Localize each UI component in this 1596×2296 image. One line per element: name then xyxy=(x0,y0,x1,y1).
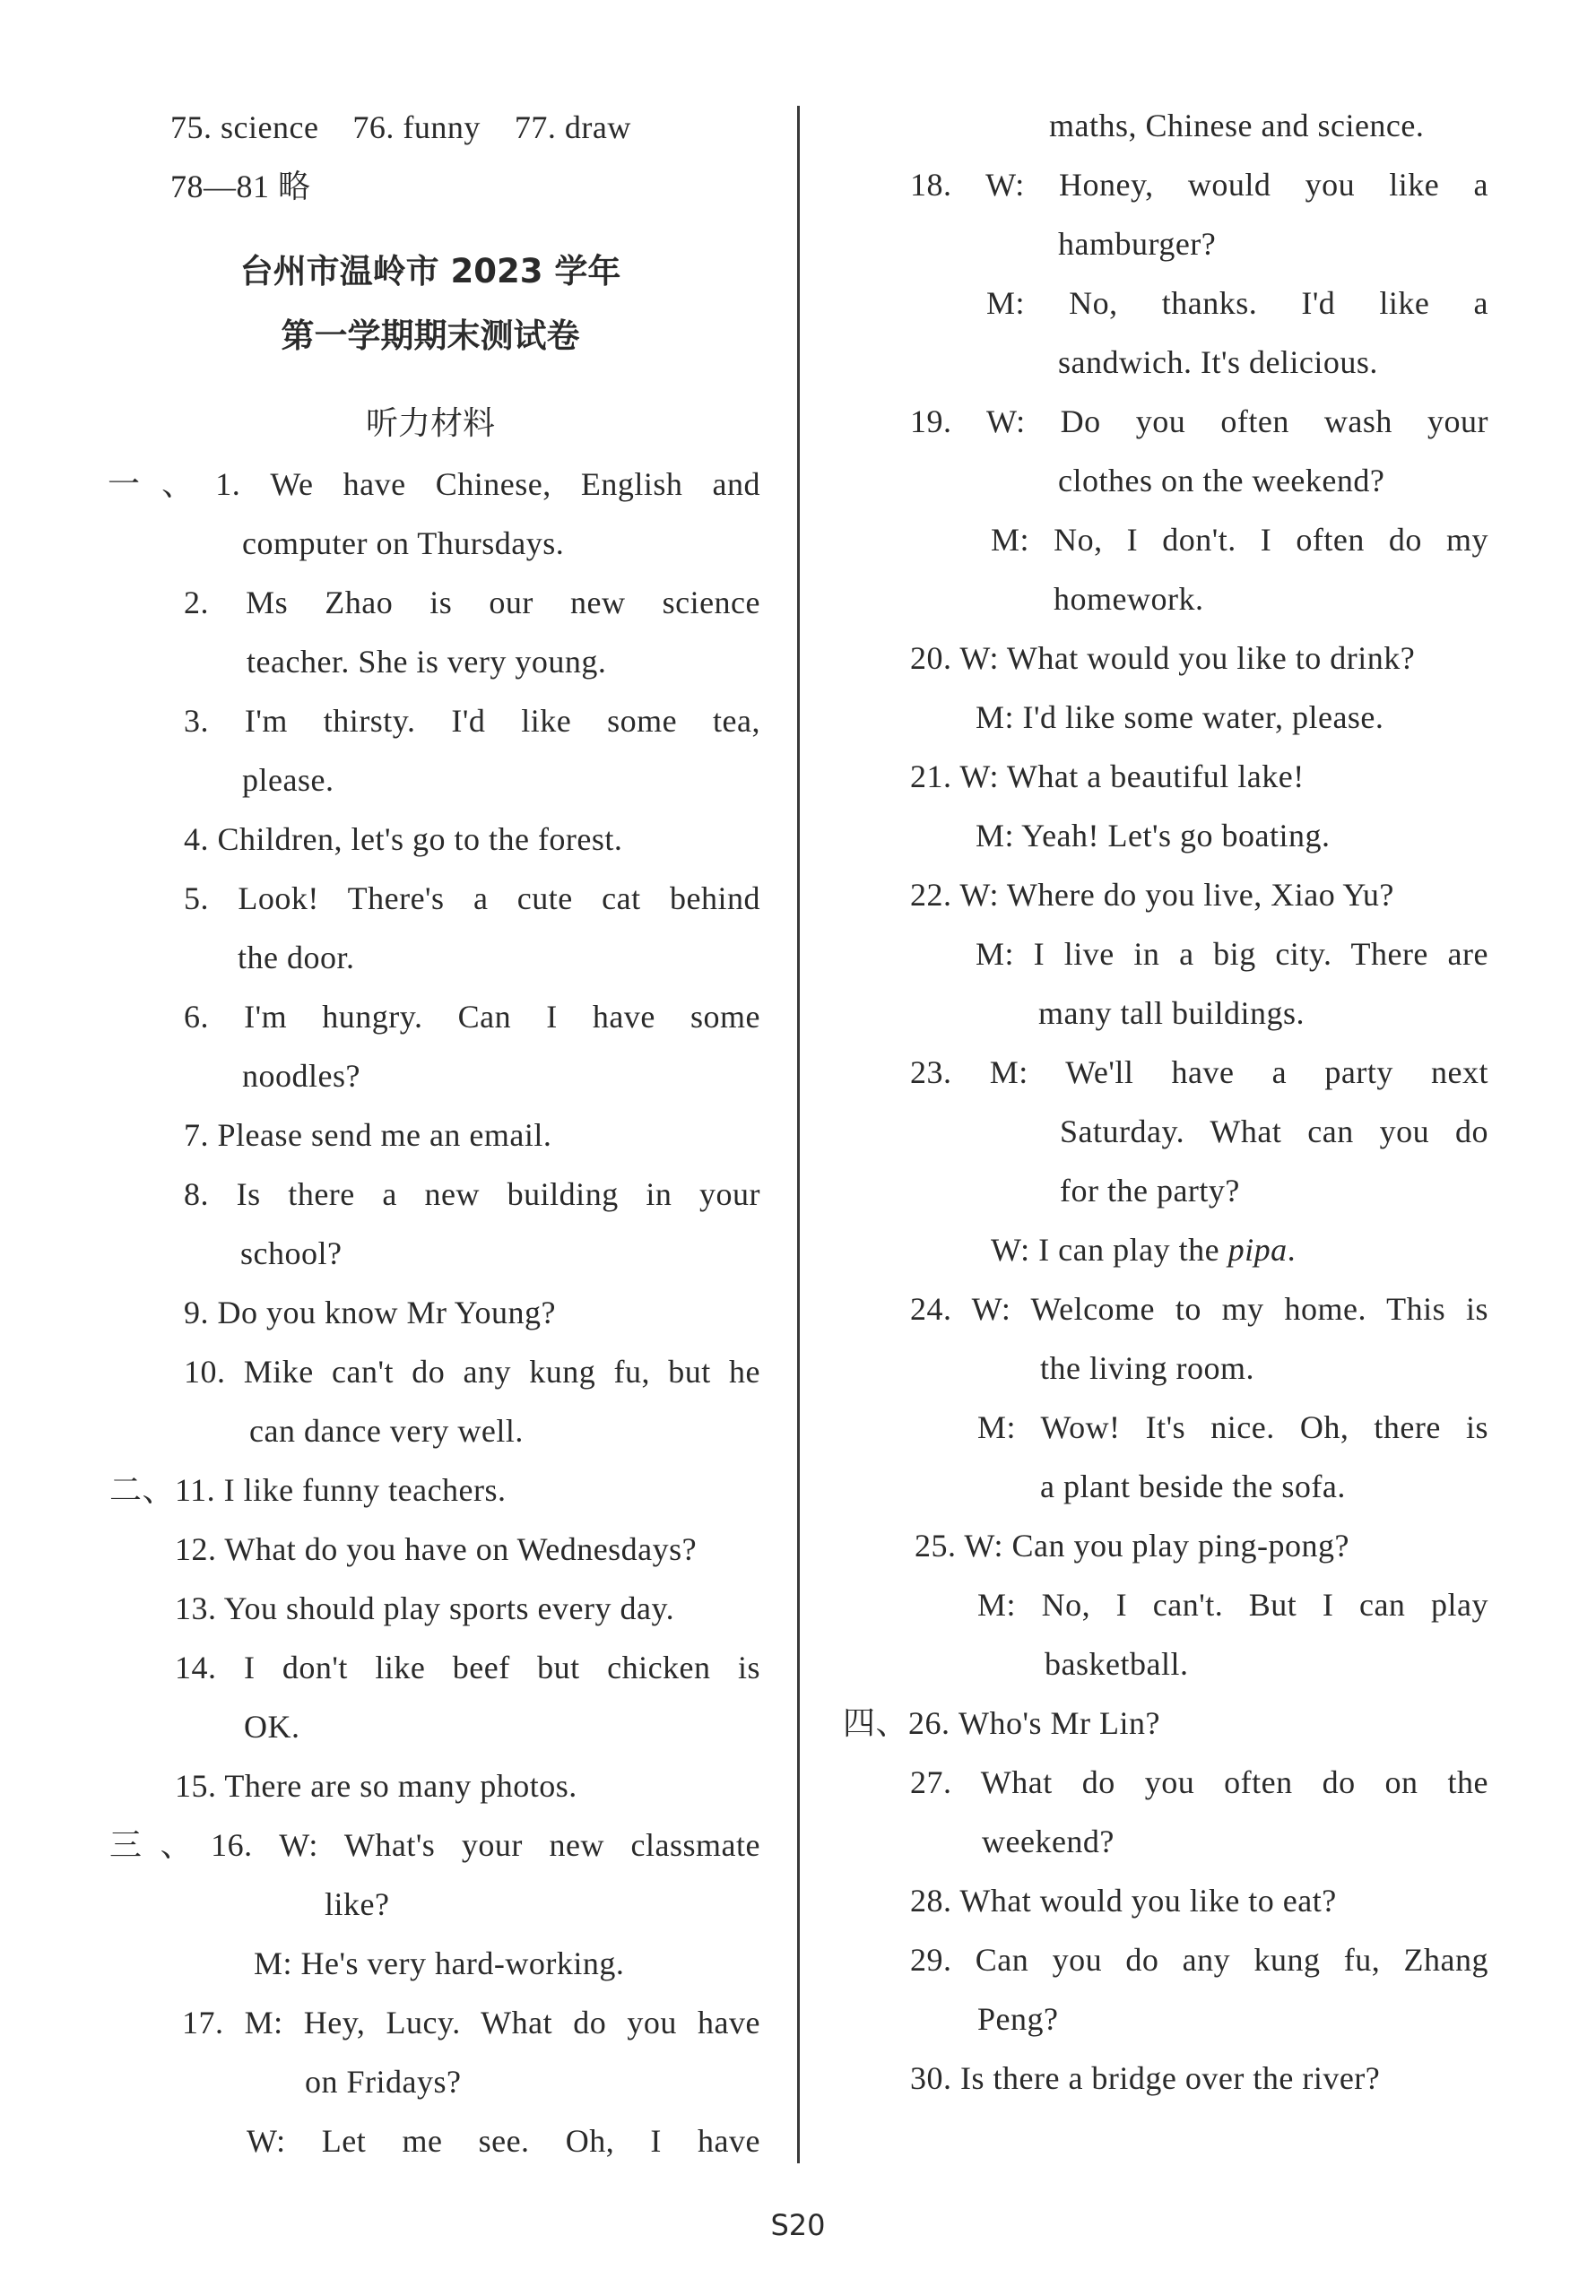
listening-line: noodles? xyxy=(242,1058,360,1094)
listening-line: M: Wow! It's nice. Oh, there is xyxy=(977,1409,1488,1445)
listening-line: the living room. xyxy=(1040,1350,1254,1386)
listening-line: many tall buildings. xyxy=(1038,995,1305,1031)
listening-line: hamburger? xyxy=(1058,226,1217,262)
listening-line: 18. W: Honey, would you like a xyxy=(910,167,1488,203)
listening-line: 20. W: What would you like to drink? xyxy=(910,640,1416,676)
listening-line: 28. What would you like to eat? xyxy=(910,1883,1337,1919)
listening-line: 9. Do you know Mr Young? xyxy=(184,1295,557,1330)
listening-line: 17. M: Hey, Lucy. What do you have xyxy=(182,2005,760,2040)
listening-line: 二、11. I like funny teachers. xyxy=(109,1472,507,1508)
listening-line: 24. W: Welcome to my home. This is xyxy=(910,1291,1488,1327)
listening-line: 四、26. Who's Mr Lin? xyxy=(843,1705,1160,1741)
listening-line: M: No, I don't. I often do my xyxy=(991,522,1488,558)
listening-line: the door. xyxy=(238,940,355,975)
listening-line: 12. What do you have on Wednesdays? xyxy=(175,1531,698,1567)
listening-line: 14. I don't like beef but chicken is xyxy=(175,1650,760,1685)
listening-line: please. xyxy=(242,762,334,798)
listening-line: 三、16. W: What's your new classmate xyxy=(109,1827,760,1863)
listening-line: for the party? xyxy=(1060,1173,1240,1209)
listening-line: 15. There are so many photos. xyxy=(175,1768,577,1804)
listening-line: 7. Please send me an email. xyxy=(184,1117,552,1153)
listening-line: 6. I'm hungry. Can I have some xyxy=(184,999,760,1035)
listening-line: like? xyxy=(325,1886,390,1922)
listening-line: 4. Children, let's go to the forest. xyxy=(184,821,623,857)
listening-line: on Fridays? xyxy=(305,2064,462,2100)
listening-line: computer on Thursdays. xyxy=(242,525,565,561)
listening-line: OK. xyxy=(244,1709,300,1745)
listening-line: clothes on the weekend? xyxy=(1058,463,1385,498)
listening-line: Peng? xyxy=(977,2001,1059,2037)
listening-line: M: Yeah! Let's go boating. xyxy=(976,818,1331,853)
listening-line: can dance very well. xyxy=(249,1413,524,1449)
listening-line: 23. M: We'll have a party next xyxy=(910,1054,1488,1090)
exam-title-line-1: 台州市温岭市 2023 学年 xyxy=(239,252,621,290)
listening-line: 2. Ms Zhao is our new science xyxy=(184,585,760,620)
listening-line: 27. What do you often do on the xyxy=(910,1764,1488,1800)
listening-line: M: No, I can't. But I can play xyxy=(977,1587,1488,1623)
listening-line: homework. xyxy=(1054,581,1204,617)
page-number: S20 xyxy=(770,2208,826,2242)
exam-title-line-2: 第一学期期末测试卷 xyxy=(281,316,580,355)
listening-line: W: Let me see. Oh, I have xyxy=(247,2123,760,2159)
listening-line: 13. You should play sports every day. xyxy=(175,1590,675,1626)
listening-line: 29. Can you do any kung fu, Zhang xyxy=(910,1942,1488,1978)
listening-line: 8. Is there a new building in your xyxy=(184,1176,760,1212)
listening-line: weekend? xyxy=(982,1824,1115,1859)
listening-line: M: I live in a big city. There are xyxy=(976,936,1488,972)
listening-line: 30. Is there a bridge over the river? xyxy=(910,2060,1381,2096)
listening-line: school? xyxy=(240,1235,343,1271)
listening-line: 10. Mike can't do any kung fu, but he xyxy=(184,1354,760,1390)
listening-line: 25. W: Can you play ping-pong? xyxy=(915,1528,1349,1564)
listening-line: 一、1. We have Chinese, English and xyxy=(108,466,760,502)
column-divider xyxy=(797,106,800,2163)
listening-line: 3. I'm thirsty. I'd like some tea, xyxy=(184,703,760,739)
listening-line: W: I can play the pipa. xyxy=(991,1232,1297,1268)
listening-line: maths, Chinese and science. xyxy=(1049,108,1425,143)
listening-line: basketball. xyxy=(1045,1646,1189,1682)
listening-line: 19. W: Do you often wash your xyxy=(910,403,1488,439)
omitted-answers-line: 78—81 略 xyxy=(170,169,311,204)
section-heading: 听力材料 xyxy=(365,405,495,442)
answers-line: 75. science 76. funny 77. draw xyxy=(170,109,631,145)
listening-line: M: No, thanks. I'd like a xyxy=(986,285,1488,321)
listening-line: 21. W: What a beautiful lake! xyxy=(910,758,1305,794)
listening-line: teacher. She is very young. xyxy=(247,644,607,680)
listening-line: Saturday. What can you do xyxy=(1060,1113,1488,1149)
listening-line: 5. Look! There's a cute cat behind xyxy=(184,880,760,916)
listening-line: 22. W: Where do you live, Xiao Yu? xyxy=(910,877,1394,913)
listening-line: a plant beside the sofa. xyxy=(1040,1469,1346,1504)
listening-line: sandwich. It's delicious. xyxy=(1058,344,1378,380)
listening-line: M: I'd like some water, please. xyxy=(976,699,1384,735)
listening-line: M: He's very hard-working. xyxy=(254,1945,625,1981)
